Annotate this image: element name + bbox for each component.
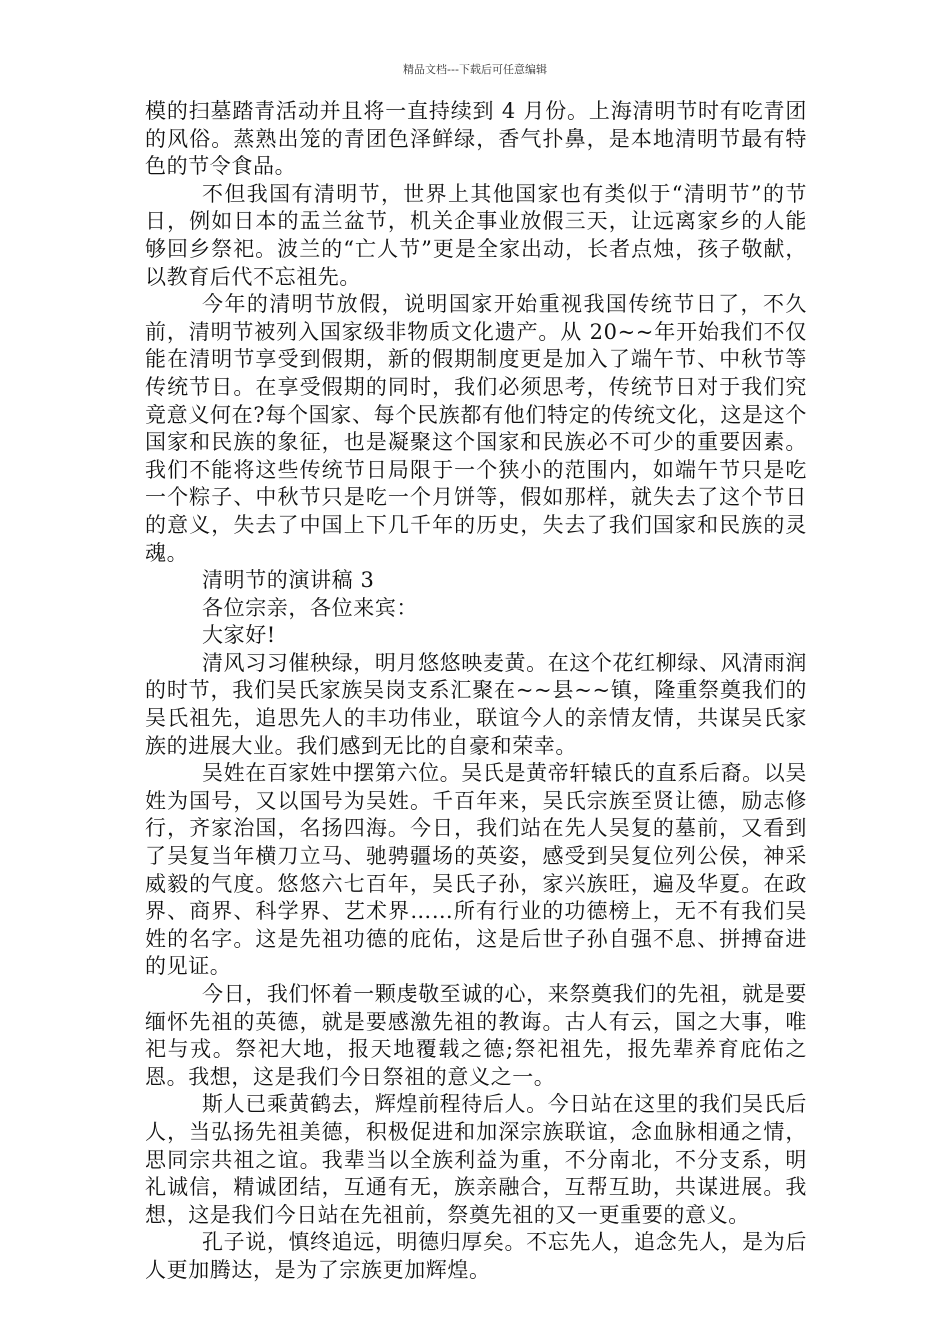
paragraph: 斯人已乘黄鹤去，辉煌前程待后人。今日站在这里的我们吴氏后人，当弘扬先祖美德，积极促进和加深宗族联谊，念血脉相通之情，思同宗共祖之谊。我辈当以全族利益为重，不分南北，不分支系，明礼诚信，精诚团结，互通有无，族亲融合，互帮互助，共谋进展。我想，这是我们今日站在先祖前，祭奠先祖的又一更重要的意义。 — [145, 1092, 807, 1227]
paragraph: 模的扫墓踏青活动并且将一直持续到 4 月份。上海清明节时有吃青团的风俗。蒸熟出笼的青团色泽鲜绿，香气扑鼻，是本地清明节最有特色的节令食品。 — [145, 99, 807, 179]
salutation: 各位宗亲，各位来宾： — [202, 595, 418, 620]
paragraph: 孔子说，慎终追远，明德归厚矣。不忘先人，追念先人，是为后人更加腾达，是为了宗族更加辉煌。 — [145, 1230, 807, 1282]
paragraph: 清风习习催秧绿，明月悠悠映麦黄。在这个花红柳绿、风清雨润的时节，我们吴氏家族吴岗支系汇聚在~~县~~镇，隆重祭奠我们的吴氏祖先，追思先人的丰功伟业，联谊今人的亲情友情，共谋吴氏家族的进展大业。我们感到无比的自豪和荣幸。 — [145, 650, 807, 758]
greeting: 大家好! — [202, 623, 276, 648]
paragraph: 今年的清明节放假，说明国家开始重视我国传统节日了，不久前，清明节被列入国家级非物质文化遗产。从 20~~年开始我们不仅能在清明节享受到假期，新的假期制度更是加入了端午节、中秋节等传统节日。在享受假期的同时，我们必须思考，传统节日对于我们究竟意义何在?每个国家、每个民族都有他们特定的传统文化，这是这个国家和民族的象征，也是凝聚这个国家和民族必不可少的重要因素。我们不能将这些传统节日局限于一个狭小的范围内，如端午节只是吃一个粽子、中秋节只是吃一个月饼等，假如那样，就失去了这个节日的意义，失去了中国上下几千年的历史，失去了我们国家和民族的灵魂。 — [145, 292, 807, 565]
page-header: 精品文档---下载后可任意编辑 — [403, 63, 547, 76]
paragraph: 今日，我们怀着一颗虔敬至诚的心，来祭奠我们的先祖，就是要缅怀先祖的英德，就是要感激先祖的教诲。古人有云，国之大事，唯祀与戎。祭祀大地，报天地覆载之德;祭祀祖先，报先辈养育庇佑之恩。我想，这是我们今日祭祖的意义之一。 — [145, 982, 807, 1089]
document-body — [145, 98, 807, 1285]
paragraph: 不但我国有清明节，世界上其他国家也有类似于“清明节”的节日，例如日本的盂兰盆节，机关企事业放假三天，让远离家乡的人能够回乡祭祀。波兰的“亡人节”更是全家出动，长者点烛，孩子敬献，以教育后代不忘祖先。 — [145, 181, 807, 289]
paragraph: 吴姓在百家姓中摆第六位。吴氏是黄帝轩辕氏的直系后裔。以吴姓为国号，又以国号为吴姓。千百年来，吴氏宗族至贤让德，励志修行，齐家治国，名扬四海。今日，我们站在先人吴复的墓前，又看到了吴复当年横刀立马、驰骋疆场的英姿，感受到吴复位列公侯，神采威毅的气度。悠悠六七百年，吴氏子孙，家兴族旺，遍及华夏。在政界、商界、科学界、艺术界……所有行业的功德榜上，无不有我们吴姓的名字。这是先祖功德的庇佑，这是后世子孙自强不息、拼搏奋进的见证。 — [145, 761, 807, 979]
section-title: 清明节的演讲稿 3 — [202, 568, 375, 593]
